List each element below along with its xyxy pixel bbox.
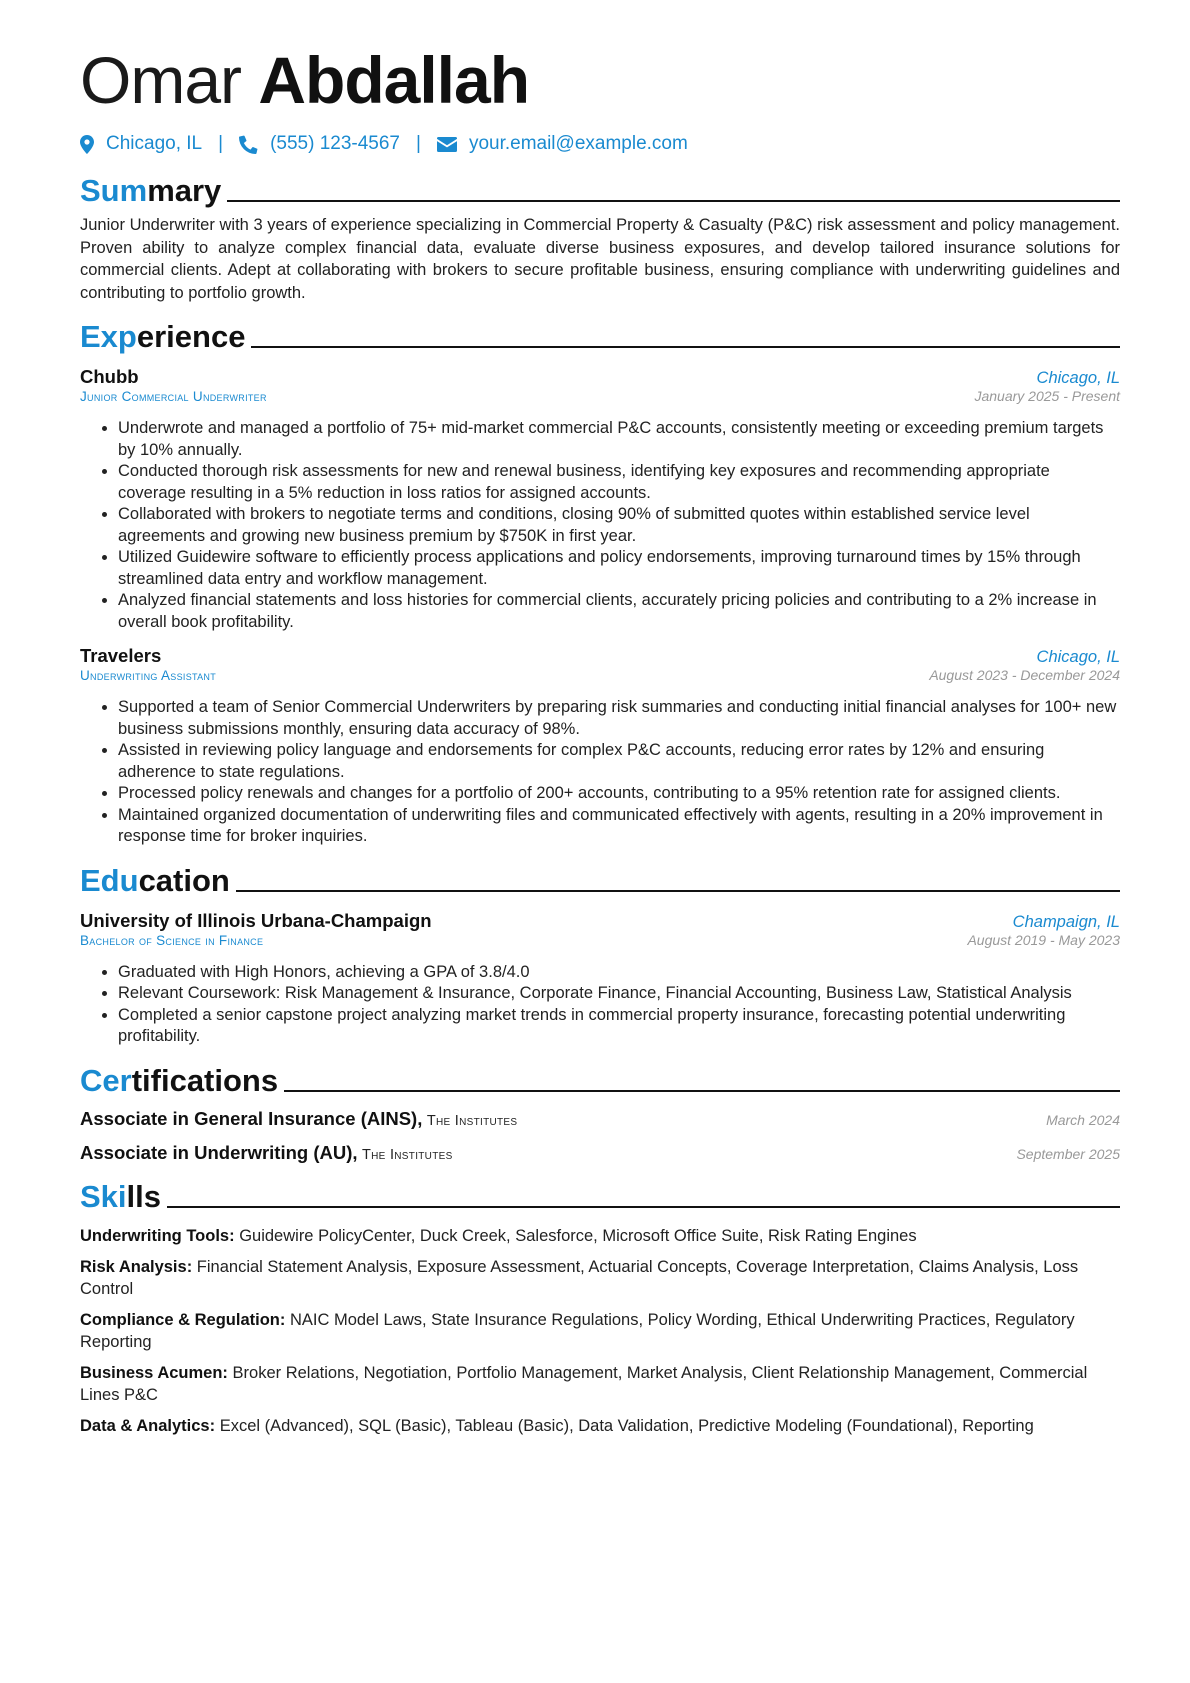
heading-rest: erience [136,319,246,354]
heading-rule [227,200,1120,202]
certification-issuer: The Institutes [426,1112,518,1129]
skill-row [80,1415,1120,1437]
experience-entry [80,366,1120,633]
email-item[interactable] [437,133,688,155]
certification-name: Associate in General Insurance (AINS) [80,1107,418,1129]
bullet-item: • Maintained organized documentation of underwriting files and communicated effectively with agents, resulting in a 20% improvement in response time for broker inquiries. [118,805,1120,848]
job-dates: January 2025 - Present [974,388,1120,404]
email-link[interactable]: your.email@example.com [468,133,688,154]
heading-accent: Sum [80,173,148,208]
skill-row [80,1309,1120,1353]
job-title: Underwriting Assistant [80,668,217,683]
bullet-item: • Analyzed financial statements and loss histories for commercial clients, accurately pricing policies and contributing to a 2% increase in overall book profitability. [118,590,1120,633]
company-name: Travelers [80,645,162,666]
summary-text: Junior Underwriter with 3 years of experience specializing in Commercial Property & Casualty (P&C) risk assessment and policy management. Proven ability to analyze complex financial data, evaluate diverse business exposures, and develop tailored insurance solutions for commercial clients. Adept at collaborating with brokers to secure profitable business, ensuring compliance with underwriting guidelines and contributing to portfolio growth. [80,216,1120,302]
skill-label: Business Acumen: [80,1363,228,1382]
contact-separator: | [218,133,224,154]
last-name: Abdallah [258,43,530,117]
phone-icon [239,135,258,154]
skill-row [80,1225,1120,1247]
bullet-item: • Underwrote and managed a portfolio of 75+ mid-market commercial P&C accounts, consistently meeting or exceeding premium targets by 10% annually. [118,418,1120,461]
heading-rest: mary [147,173,222,208]
degree: Bachelor of Science in Finance [80,932,264,948]
certification-issuer: The Institutes [361,1146,453,1163]
heading-accent: Exp [80,319,137,354]
bullet-item: • Assisted in reviewing policy language and endorsements for complex P&C accounts, reducing error rates by 12% and ensuring adherence to state regulations. [118,740,1120,783]
company-name: Chubb [80,366,139,387]
skill-value: Financial Statement Analysis, Exposure Assessment, Actuarial Concepts, Coverage Interpretation, Claims Analysis, Loss Control [80,1257,1079,1298]
certification-item: Associate in Underwriting (AU), The Institutes September 2025 [80,1141,1120,1163]
bullet-item: • Graduated with High Honors, achieving a GPA of 3.8/4.0 [118,962,1120,984]
bullet-item: • Collaborated with brokers to negotiate terms and conditions, closing 90% of submitted quotes within established service level agreements and growing new business premium by $750K in first year. [118,504,1120,547]
school-location: Champaign, IL [1012,912,1120,931]
map-pin-icon [80,135,94,154]
education-entry [80,910,1120,1048]
skill-label: Underwriting Tools: [80,1226,235,1245]
bullet-item: • Processed policy renewals and changes for a portfolio of 200+ accounts, contributing to a 95% retention rate for assigned clients. [118,783,1120,805]
job-title: Junior Commercial Underwriter [80,389,267,404]
heading-rule [167,1206,1120,1208]
education-heading [80,858,1120,900]
skill-label: Data & Analytics: [80,1416,216,1435]
certification-item: Associate in General Insurance (AINS), The Institutes March 2024 [80,1107,1120,1129]
location-text: Chicago, IL [106,133,203,154]
skill-row [80,1362,1120,1406]
heading-rule [251,346,1120,348]
bullet-item: • Completed a senior capstone project analyzing market trends in commercial property insurance, forecasting potential underwriting profitability. [118,1005,1120,1048]
bullet-item: • Relevant Coursework: Risk Management & Insurance, Corporate Finance, Financial Accounting, Business Law, Statistical Analysis [118,983,1120,1005]
bullet-item: • Conducted thorough risk assessments for new and renewal business, identifying key exposures and recommending appropriate coverage resulting in a 5% reduction in loss ratios for assigned accounts. [118,461,1120,504]
summary-heading [80,168,1120,210]
skill-value: Broker Relations, Negotiation, Portfolio Management, Market Analysis, Client Relationship Management, Commercial Lines P&C [80,1363,1088,1404]
heading-rule [284,1090,1120,1092]
certification-date: March 2024 [1046,1111,1120,1128]
bullet-list [80,418,1120,633]
contact-line [80,126,1120,162]
heading-accent: Cer [80,1062,132,1098]
heading-rule [236,890,1120,892]
heading-accent: Edu [80,862,139,898]
heading-rest: cation [138,862,230,898]
bullet-item: • Supported a team of Senior Commercial Underwriters by preparing risk summaries and conducting initial financial analyses for 100+ new business submissions monthly, ensuring data accuracy of 98%. [118,697,1120,740]
skill-label: Compliance & Regulation: [80,1310,286,1329]
heading-rest: tifications [131,1062,279,1098]
skill-value: NAIC Model Laws, State Insurance Regulations, Policy Wording, Ethical Underwriting Practices, Regulatory Reporting [80,1310,1075,1351]
phone-item[interactable] [239,133,400,155]
skill-value: Guidewire PolicyCenter, Duck Creek, Salesforce, Microsoft Office Suite, Risk Rating Engines [239,1226,917,1245]
school-name: University of Illinois Urbana-Champaign [80,909,432,931]
certification-name: Associate in Underwriting (AU) [80,1141,353,1163]
bullet-list [80,962,1120,1048]
phone-text: (555) 123-4567 [270,133,400,154]
candidate-name [80,40,1120,120]
job-location: Chicago, IL [1036,369,1120,387]
education-dates: August 2019 - May 2023 [967,931,1120,948]
job-location: Chicago, IL [1036,648,1120,666]
bullet-item: • Utilized Guidewire software to efficiently process applications and policy endorsements, improving turnaround times by 15% through streamlined data entry and workflow management. [118,547,1120,590]
heading-rest: lls [126,1178,161,1214]
certification-date: September 2025 [1016,1145,1120,1162]
first-name: Omar [80,43,241,117]
job-dates: August 2023 - December 2024 [929,667,1120,683]
experience-entry [80,645,1120,848]
envelope-icon [437,137,457,152]
experience-heading [80,314,1120,356]
skill-label: Risk Analysis: [80,1257,193,1276]
skill-value: Excel (Advanced), SQL (Basic), Tableau (Basic), Data Validation, Predictive Modeling (Foundational), Reporting [219,1416,1034,1435]
skill-row [80,1256,1120,1300]
location-item [80,133,202,155]
heading-accent: Ski [80,1178,127,1214]
resume-page [80,40,1120,1437]
certifications-heading [80,1058,1120,1100]
skills-heading [80,1174,1120,1216]
contact-separator: | [416,133,421,154]
bullet-list [80,697,1120,848]
